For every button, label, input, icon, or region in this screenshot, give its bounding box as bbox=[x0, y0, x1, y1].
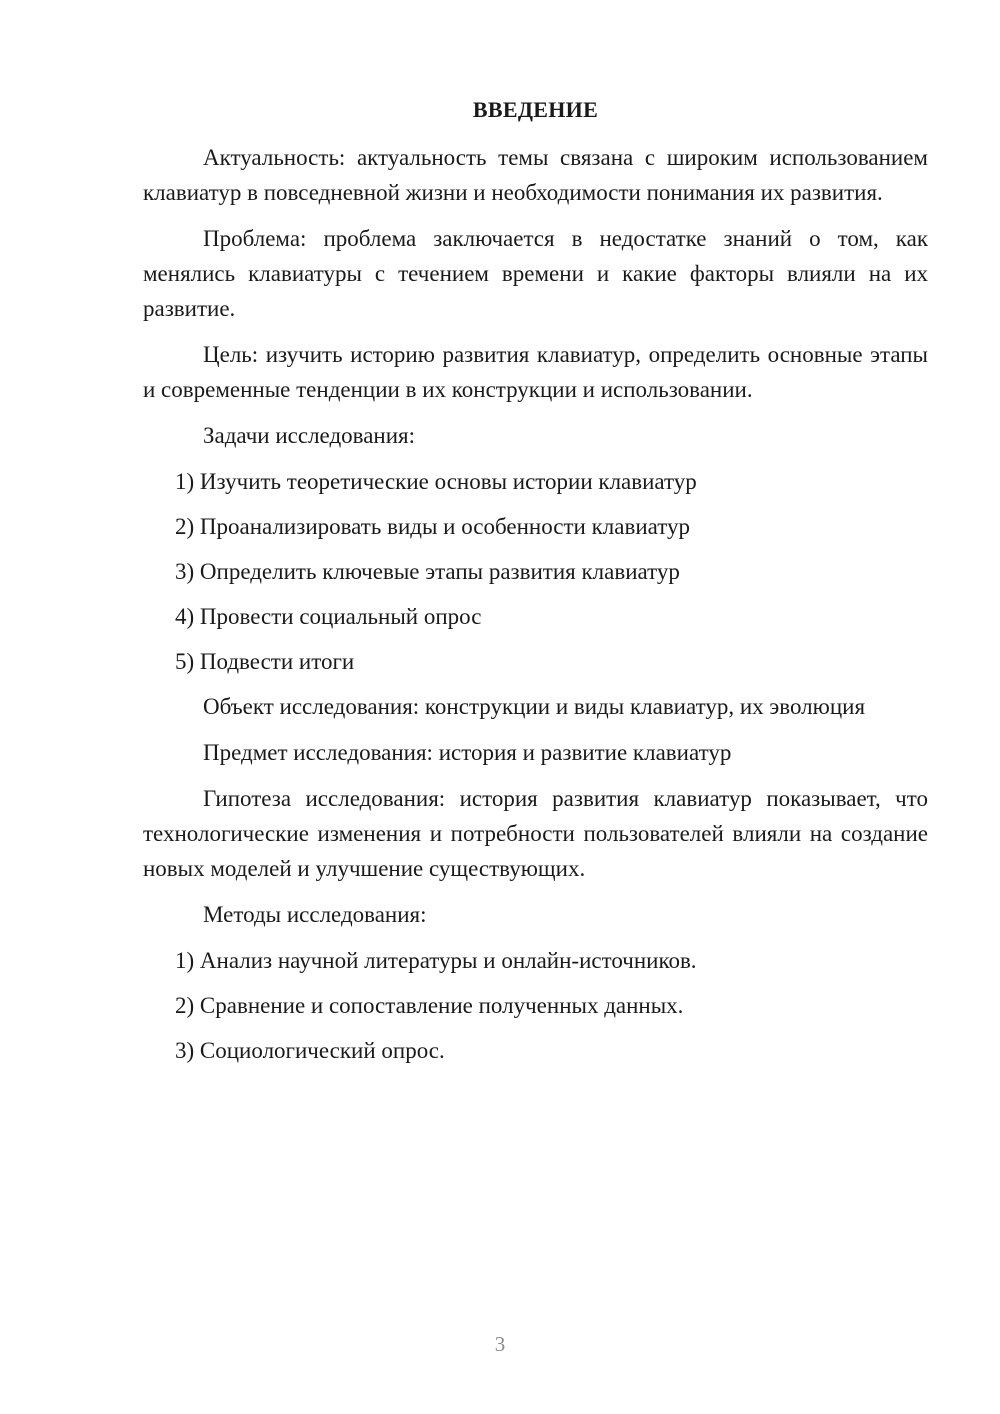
list-item: 4) Провести социальный опрос bbox=[175, 604, 482, 629]
subject-line: Предмет исследования: история и развитие клавиатур bbox=[203, 740, 732, 765]
list-item: 3) Определить ключевые этапы развития клавиатур bbox=[175, 559, 680, 584]
list-item: 1) Изучить теоретические основы истории клавиатур bbox=[175, 469, 697, 494]
list-item: 3) Социологический опрос. bbox=[175, 1038, 445, 1063]
tasks-heading: Задачи исследования: bbox=[203, 423, 416, 448]
page-content bbox=[143, 94, 928, 1078]
list-item: 2) Проанализировать виды и особенности клавиатур bbox=[175, 514, 691, 539]
methods-list bbox=[143, 943, 928, 1068]
section-title: ВВЕДЕНИЕ bbox=[472, 97, 599, 122]
problem-paragraph: Проблема: проблема заключается в недостатке знаний о том, как менялись клавиатуры с течением времени и какие факторы влияли на их развитие. bbox=[143, 226, 928, 321]
methods-heading: Методы исследования: bbox=[203, 902, 427, 927]
list-item: 5) Подвести итоги bbox=[175, 649, 355, 674]
relevance-paragraph: Актуальность: актуальность темы связана с широким использованием клавиатур в повседневной жизни и необходимости понимания их развития. bbox=[143, 145, 928, 205]
list-item: 1) Анализ научной литературы и онлайн-источников. bbox=[175, 948, 697, 973]
page-number: 3 bbox=[494, 1332, 506, 1356]
list-item: 2) Сравнение и сопоставление полученных данных. bbox=[175, 993, 684, 1018]
tasks-list bbox=[143, 464, 928, 679]
goal-paragraph: Цель: изучить историю развития клавиатур, определить основные этапы и современные тенденции в их конструкции и использовании. bbox=[143, 342, 928, 402]
hypothesis-paragraph: Гипотеза исследования: история развития клавиатур показывает, что технологические изменения и потребности пользователей влияли на создание новых моделей и улучшение существующих. bbox=[143, 786, 928, 881]
object-line: Объект исследования: конструкции и виды клавиатур, их эволюция bbox=[203, 694, 866, 719]
